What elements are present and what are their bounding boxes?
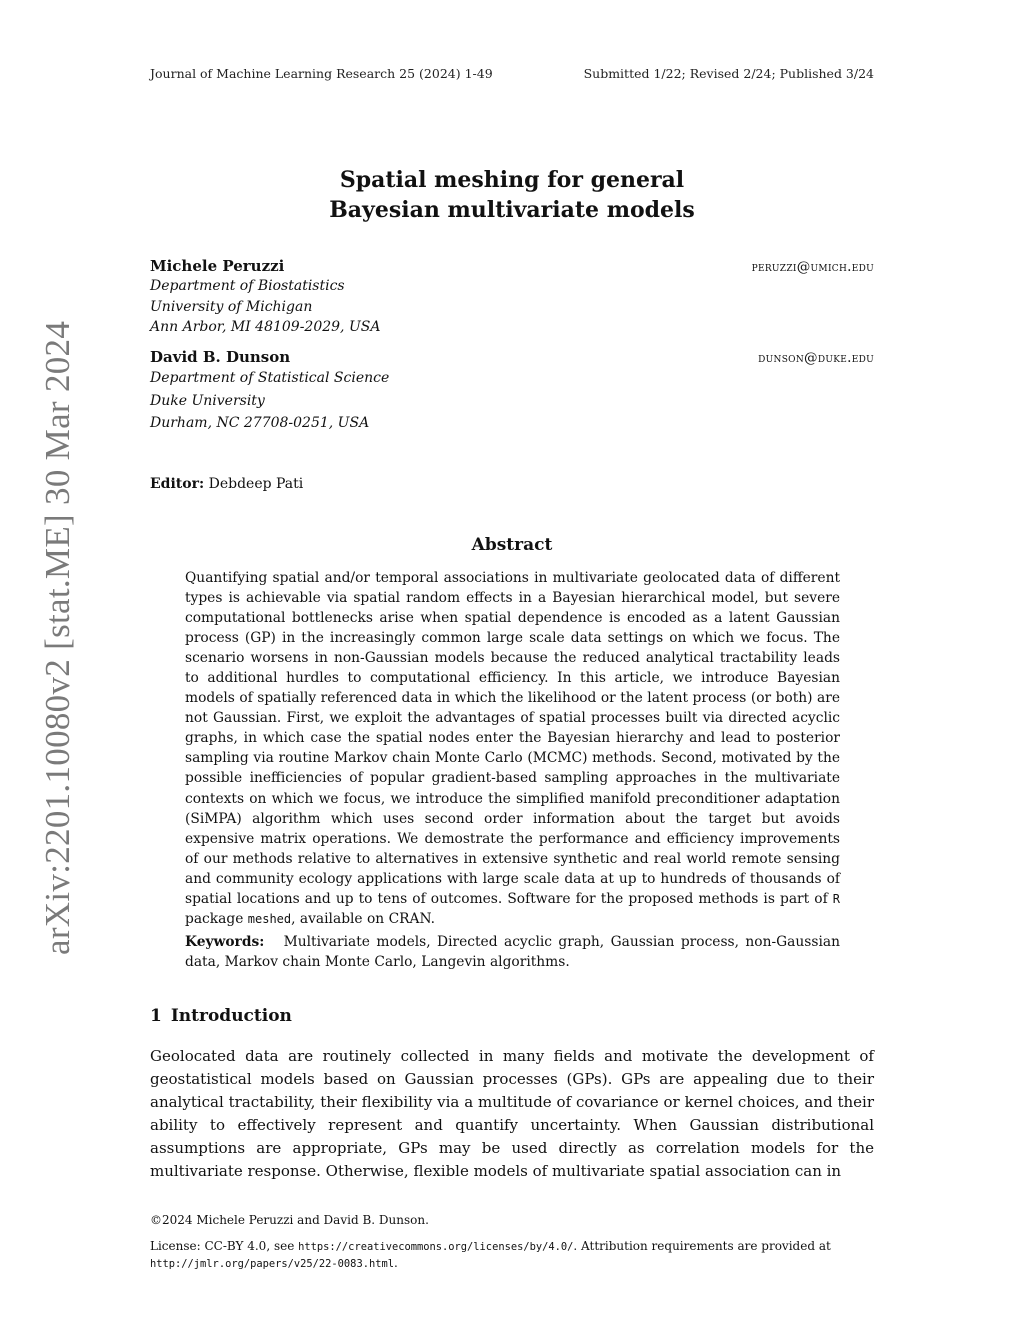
editor-name: Debdeep Pati: [208, 476, 304, 492]
author-department: Department of Biostatistics: [150, 278, 345, 294]
editor-label: Editor:: [150, 476, 205, 492]
author-university: University of Michigan: [150, 298, 313, 315]
code-package-name: meshed: [247, 911, 292, 926]
author-name: Michele Peruzzi: [150, 257, 285, 275]
title-line-2: Bayesian multivariate models: [329, 197, 695, 223]
keywords-label: Keywords:: [185, 934, 265, 950]
license-mid: . Attribution requirements are provided at: [573, 1239, 831, 1253]
abstract-heading: Abstract: [471, 535, 553, 555]
author-university: Duke University: [150, 392, 265, 409]
license-notice: [150, 1238, 870, 1272]
author-email[interactable]: peruzzi@umich.edu: [751, 259, 874, 275]
license-url-link[interactable]: https://creativecommons.org/licenses/by/4.0/: [298, 1241, 574, 1253]
submission-dates: Submitted 1/22; Revised 2/24; Published 3/24: [583, 66, 874, 81]
editor-line: [150, 476, 303, 492]
journal-line: Journal of Machine Learning Research 25 (2024) 1-49: [150, 66, 493, 81]
license-end: .: [393, 1256, 398, 1270]
abstract-main: Quantifying spatial and/or temporal associations in multivariate geolocated data of different types is achievable via spatial random effects in a Bayesian hierarchical model, but severe computational bottlenecks arise when spatial dependence is encoded as a latent Gaussian process (GP) in the increasingly common large scale data settings on which we focus. The scenario worsens in non-Gaussian models because the reduced analytical tractability leads to additional hurdles to computational efficiency. In this article, we introduce Bayesian models of spatially referenced data in which the likelihood or the latent process (or both) are not Gaussian. First, we exploit the advantages of spatial processes built via directed acyclic graphs, in which case the spatial nodes enter the Bayesian hierarchy and lead to posterior sampling via routine Markov chain Monte Carlo (MCMC) methods. Second, motivated by the possible inefficiencies of popular gradient-based sampling approaches in the multivariate contexts on which we focus, we introduce the simplified manifold preconditioner adaptation (SiMPA) algorithm which uses second order information about the target but avoids expensive matrix operations. We demostrate the performance and efficiency improvements of our methods relative to alternatives in extensive synthetic and real world remote sensing and community ecology applications with large scale data at up to hundreds of thousands of spatial locations and up to tens of outcomes. Software for the proposed methods is part of: [185, 570, 840, 907]
author-block-1: [150, 256, 874, 338]
author-name: David B. Dunson: [150, 348, 291, 366]
author-address: Ann Arbor, MI 48109-2029, USA: [150, 319, 381, 335]
author-email[interactable]: dunson@duke.edu: [758, 350, 874, 366]
introduction-text: Geolocated data are routinely collected in many fields and motivate the development of geostatistical models based on Gaussian processes (GPs). GPs are appealing due to their analytical tractability, their flexibility via a multitude of covariance or kernel choices, and their ability to effectively represent and quantify uncertainty. When Gaussian distributional assumptions are appropriate, GPs may be used directly as correlation models for the multivariate response. Otherwise, flexible models of multivariate spatial association can in: [150, 1047, 874, 1181]
license-prefix: License: CC-BY 4.0, see: [150, 1239, 295, 1253]
author-department: Department of Statistical Science: [150, 370, 390, 386]
code-r: R: [832, 891, 841, 906]
paper-title: [150, 165, 874, 225]
section-title: Introduction: [170, 1006, 292, 1026]
copyright-notice: ©2024 Michele Peruzzi and David B. Dunson.: [150, 1213, 429, 1227]
section-heading: [150, 1006, 292, 1026]
keywords-text: Multivariate models, Directed acyclic graph, Gaussian process, non-Gaussian data, Markov chain Monte Carlo, Langevin algorithms.: [185, 934, 840, 971]
author-address: Durham, NC 27708-0251, USA: [150, 415, 370, 431]
section-number: 1: [150, 1006, 162, 1026]
arxiv-stamp: arXiv:2201.10080v2 [stat.ME] 30 Mar 2024: [38, 320, 77, 955]
title-line-1: Spatial meshing for general: [339, 167, 685, 193]
abstract-package-word: package: [185, 910, 244, 927]
abstract-end: , available on CRAN.: [291, 910, 436, 927]
author-block-2: [150, 347, 874, 435]
keywords: [185, 932, 840, 972]
abstract-text: [185, 568, 840, 929]
paper-url-link[interactable]: http://jmlr.org/papers/v25/22-0083.html: [150, 1258, 394, 1270]
